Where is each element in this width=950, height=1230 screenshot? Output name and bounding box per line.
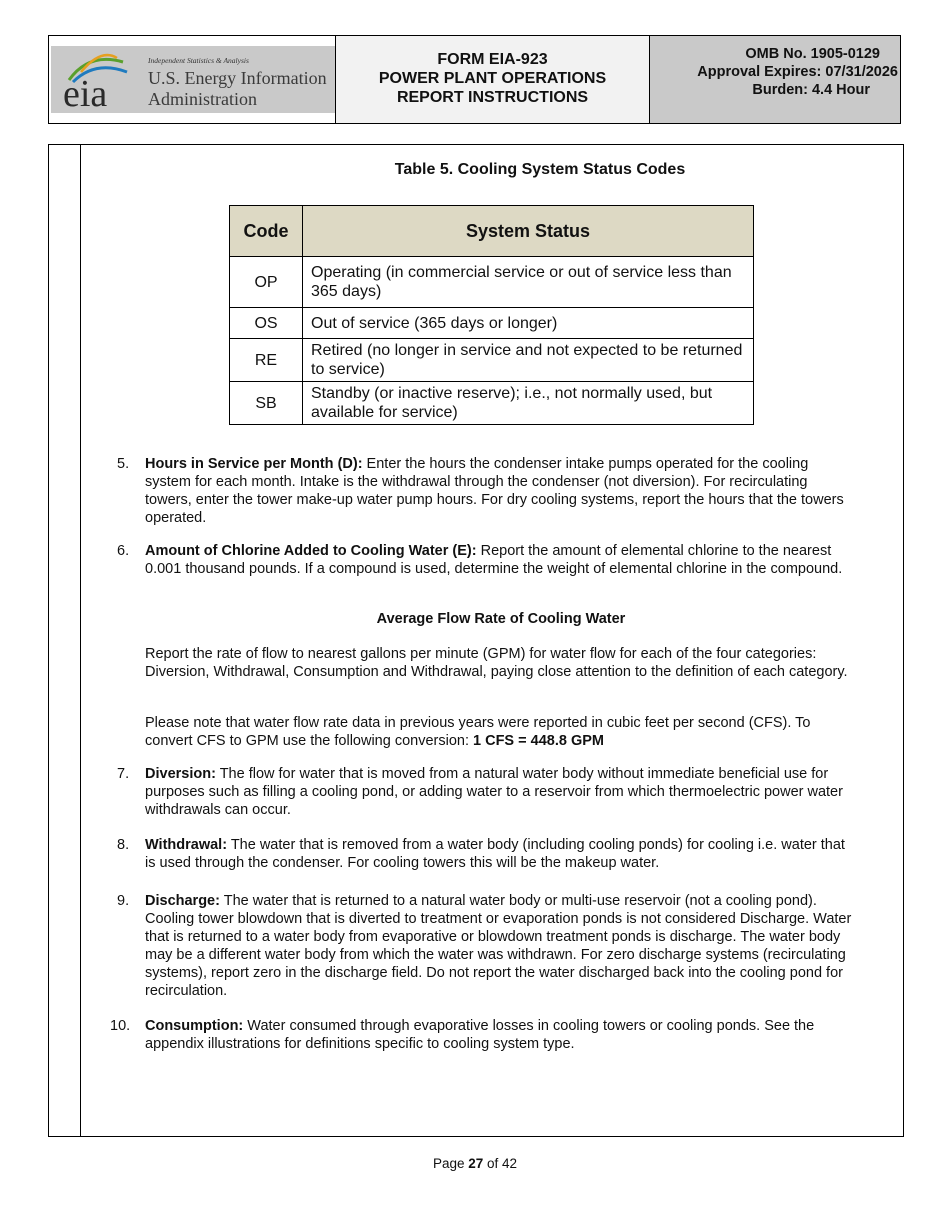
instruction-item-7 [117,765,857,819]
footer-suffix: of 42 [483,1156,518,1171]
conversion-text: Please note that water flow rate data in previous years were reported in cubic feet per second (CFS). To convert CFS to GPM use the following conversion: [145,715,811,749]
conversion-formula: 1 CFS = 448.8 GPM [473,733,604,749]
form-title [336,36,650,123]
logo-name-line1: U.S. Energy Information [148,68,327,88]
logo-tagline: Independent Statistics & Analysis [148,56,249,65]
column-header-status: System Status [303,206,754,257]
item-term: Diversion: [145,766,216,782]
status-cell: Operating (in commercial service or out of service less than 365 days) [303,257,754,308]
item-text: Enter the hours the condenser intake pumps operated for the cooling system for each month. Intake is the withdrawal through the condenser (not diversion). For recirculating towers, enter the tower make-up water pump hours. For dry cooling systems, report the hours that the towers operated. [145,456,844,526]
item-number: 10. [110,1018,131,1034]
table-row [230,339,754,382]
item-number: 5. [117,456,130,472]
item-term: Withdrawal: [145,837,228,853]
form-header [48,35,901,124]
form-title-line2: POWER PLANT OPERATIONS [378,70,607,87]
status-cell: Retired (no longer in service and not expected to be returned to service) [303,339,754,382]
item-number: 7. [117,766,130,782]
form-title-line3: REPORT INSTRUCTIONS [396,89,589,106]
item-number: 6. [117,543,130,559]
flow-rate-paragraph: Report the rate of flow to nearest gallons per minute (GPM) for water flow for each of the four categories: Diversion, Withdrawal, Consumption and Withdrawal, paying close attention to the definition of each category. [145,646,848,680]
table-row [230,257,754,308]
svg-text:eia: eia [63,73,108,110]
code-cell: RE [230,339,303,382]
table-header-row [230,206,754,257]
omb-info [650,36,900,123]
footer-prefix: Page [432,1156,469,1171]
item-term: Amount of Chlorine Added to Cooling Water (E): [145,543,477,559]
approval-expires: Approval Expires: 07/31/2026 [697,64,898,80]
page-number: 27 [468,1156,484,1171]
status-codes-table [229,205,754,425]
item-text: The water that is returned to a natural water body or multi-use reservoir (not a cooling pond). Cooling tower blowdown that is diverted to treatment or evaporation ponds is not considered Discharge. Water that is returned to a water body from evaporative or blowdown treatment ponds is discharge. The water body may be a different water body from which the water was withdrawn. For zero discharge systems (recirculating systems), report zero in the discharge field. Do not report the water discharged back into the cooling pond for recirculation. [145,893,852,999]
item-text: The flow for water that is moved from a natural water body without immediate beneficial use for purposes such as filling a cooling pond, or adding water to a reservoir from which thermoelectric power water withdrawals can occur. [145,766,843,818]
instruction-item-5 [117,455,857,527]
item-text: The water that is removed from a water body (including cooling ponds) for cooling i.e. water that is used through the condenser. For cooling towers this will be the makeup water. [145,837,845,871]
logo-cell [49,36,336,123]
item-number: 9. [117,893,130,909]
item-number: 8. [117,837,130,853]
table-title: Table 5. Cooling System Status Codes [394,161,686,178]
frame-gutter-line [80,145,81,1136]
table-row [230,382,754,425]
page-footer [0,1156,950,1171]
eia-logo [51,46,335,113]
burden-hours: Burden: 4.4 Hour [752,82,870,98]
instruction-item-9 [117,892,857,1000]
item-term: Consumption: [145,1018,244,1034]
status-cell: Out of service (365 days or longer) [303,308,754,339]
omb-number: OMB No. 1905-0129 [745,46,880,62]
column-header-code: Code [230,206,303,257]
code-cell: OP [230,257,303,308]
instruction-item-6 [117,542,857,578]
item-text: Water consumed through evaporative losses in cooling towers or cooling ponds. See the appendix illustrations for definitions specific to cooling system type. [145,1018,815,1052]
logo-name-line2: Administration [148,89,257,109]
instruction-item-10 [110,1017,857,1053]
flow-rate-heading: Average Flow Rate of Cooling Water [376,611,626,627]
item-term: Hours in Service per Month (D): [145,456,363,472]
instruction-item-8 [117,836,857,872]
table-row [230,308,754,339]
eia-logo-icon [61,50,141,110]
item-term: Discharge: [145,893,220,909]
form-title-line1: FORM EIA-923 [437,51,548,68]
item-text: Report the amount of elemental chlorine to the nearest 0.001 thousand pounds. If a compound is used, determine the weight of elemental chlorine in the compound. [145,543,843,577]
conversion-paragraph [145,714,857,750]
code-cell: SB [230,382,303,425]
code-cell: OS [230,308,303,339]
status-cell: Standby (or inactive reserve); i.e., not normally used, but available for service) [303,382,754,425]
